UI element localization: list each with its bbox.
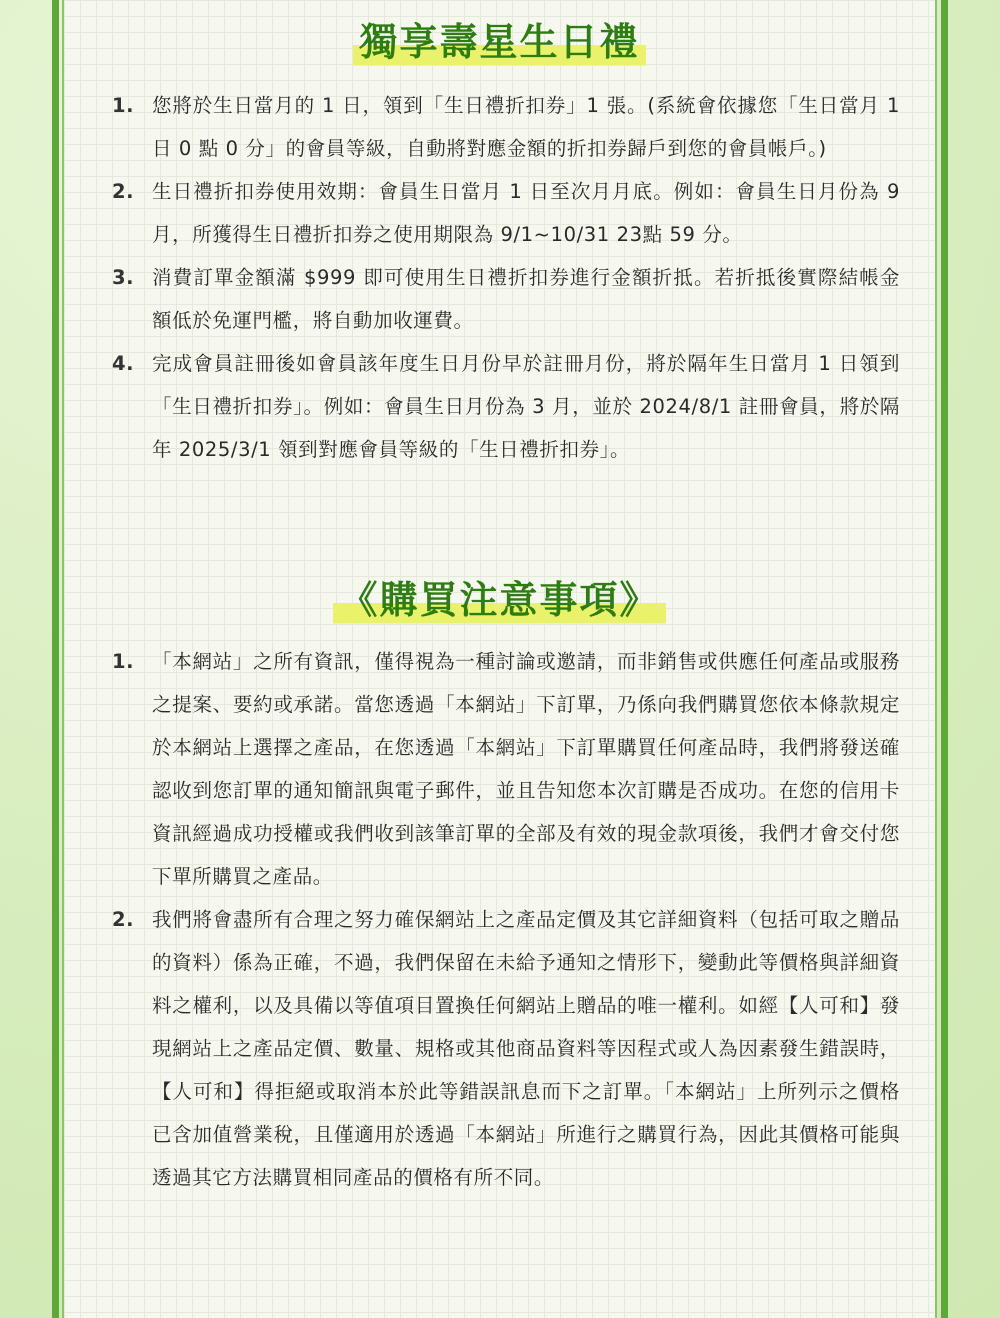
purchase-terms-list: [100, 640, 900, 1199]
item-number: 4.: [112, 352, 135, 375]
item-text: 完成會員註冊後如會員該年度生日月份早於註冊月份，將於隔年生日當月 1 日領到「生日禮折扣券」。例如：會員生日月份為 3 月，並於 2024/8/1 註冊會員，將於隔年 2025/3/1 領到對應會員等級的「生日禮折扣券」。: [152, 352, 900, 461]
item-text: 您將於生日當月的 1 日，領到「生日禮折扣券」1 張。(系統會依據您「生日當月 1 日 0 點 0 分」的會員等級，自動將對應金額的折扣券歸戶到您的會員帳戶。): [152, 94, 900, 160]
list-item: [100, 640, 900, 898]
item-text: 生日禮折扣券使用效期：會員生日當月 1 日至次月月底。例如：會員生日月份為 9 月，所獲得生日禮折扣券之使用期限為 9/1~10/31 23點 59 分。: [152, 180, 900, 246]
item-number: 1.: [112, 650, 135, 673]
birthday-title-text: 獨享壽星生日禮: [353, 14, 645, 70]
list-item: [100, 170, 900, 256]
frame-inner-border-right: [935, 0, 937, 1318]
item-text: 「本網站」之所有資訊，僅得視為一種討論或邀請，而非銷售或供應任何產品或服務之提案、要約或承諾。當您透過「本網站」下訂單，乃係向我們購買您依本條款規定於本網站上選擇之產品，在您透過「本網站」下訂單購買任何產品時，我們將發送確認收到您訂單的通知簡訊與電子郵件，並且告知您本次訂購是否成功。在您的信用卡資訊經過成功授權或我們收到該筆訂單的全部及有效的現金款項後，我們才會交付您下單所購買之產品。: [152, 650, 900, 888]
list-item: [100, 256, 900, 342]
item-number: 3.: [112, 266, 135, 289]
item-text: 我們將會盡所有合理之努力確保網站上之產品定價及其它詳細資料（包括可取之贈品的資料）係為正確，不過，我們保留在未給予通知之情形下，變動此等價格與詳細資料之權利，以及具備以等值項目置換任何網站上贈品的唯一權利。如經【人可和】發現網站上之產品定價、數量、規格或其他商品資料等因程式或人為因素發生錯誤時，【人可和】得拒絕或取消本於此等錯誤訊息而下之訂單。「本網站」上所列示之價格已含加值營業稅，且僅適用於透過「本網站」所進行之購買行為，因此其價格可能與透過其它方法購買相同產品的價格有所不同。: [152, 908, 900, 1189]
item-number: 1.: [112, 94, 135, 117]
birthday-section-title: [64, 14, 935, 70]
list-item: [100, 84, 900, 170]
item-number: 2.: [112, 908, 135, 931]
frame-border-right: [941, 0, 948, 1318]
frame-border-left: [52, 0, 59, 1318]
purchase-section-title: [64, 572, 935, 628]
birthday-terms-list: [100, 84, 900, 471]
item-number: 2.: [112, 180, 135, 203]
list-item: [100, 342, 900, 471]
item-text: 消費訂單金額滿 $999 即可使用生日禮折扣券進行金額折抵。若折抵後實際結帳金額低於免運門檻，將自動加收運費。: [152, 266, 900, 332]
purchase-title-text: 《購買注意事項》: [333, 572, 665, 628]
list-item: [100, 898, 900, 1199]
